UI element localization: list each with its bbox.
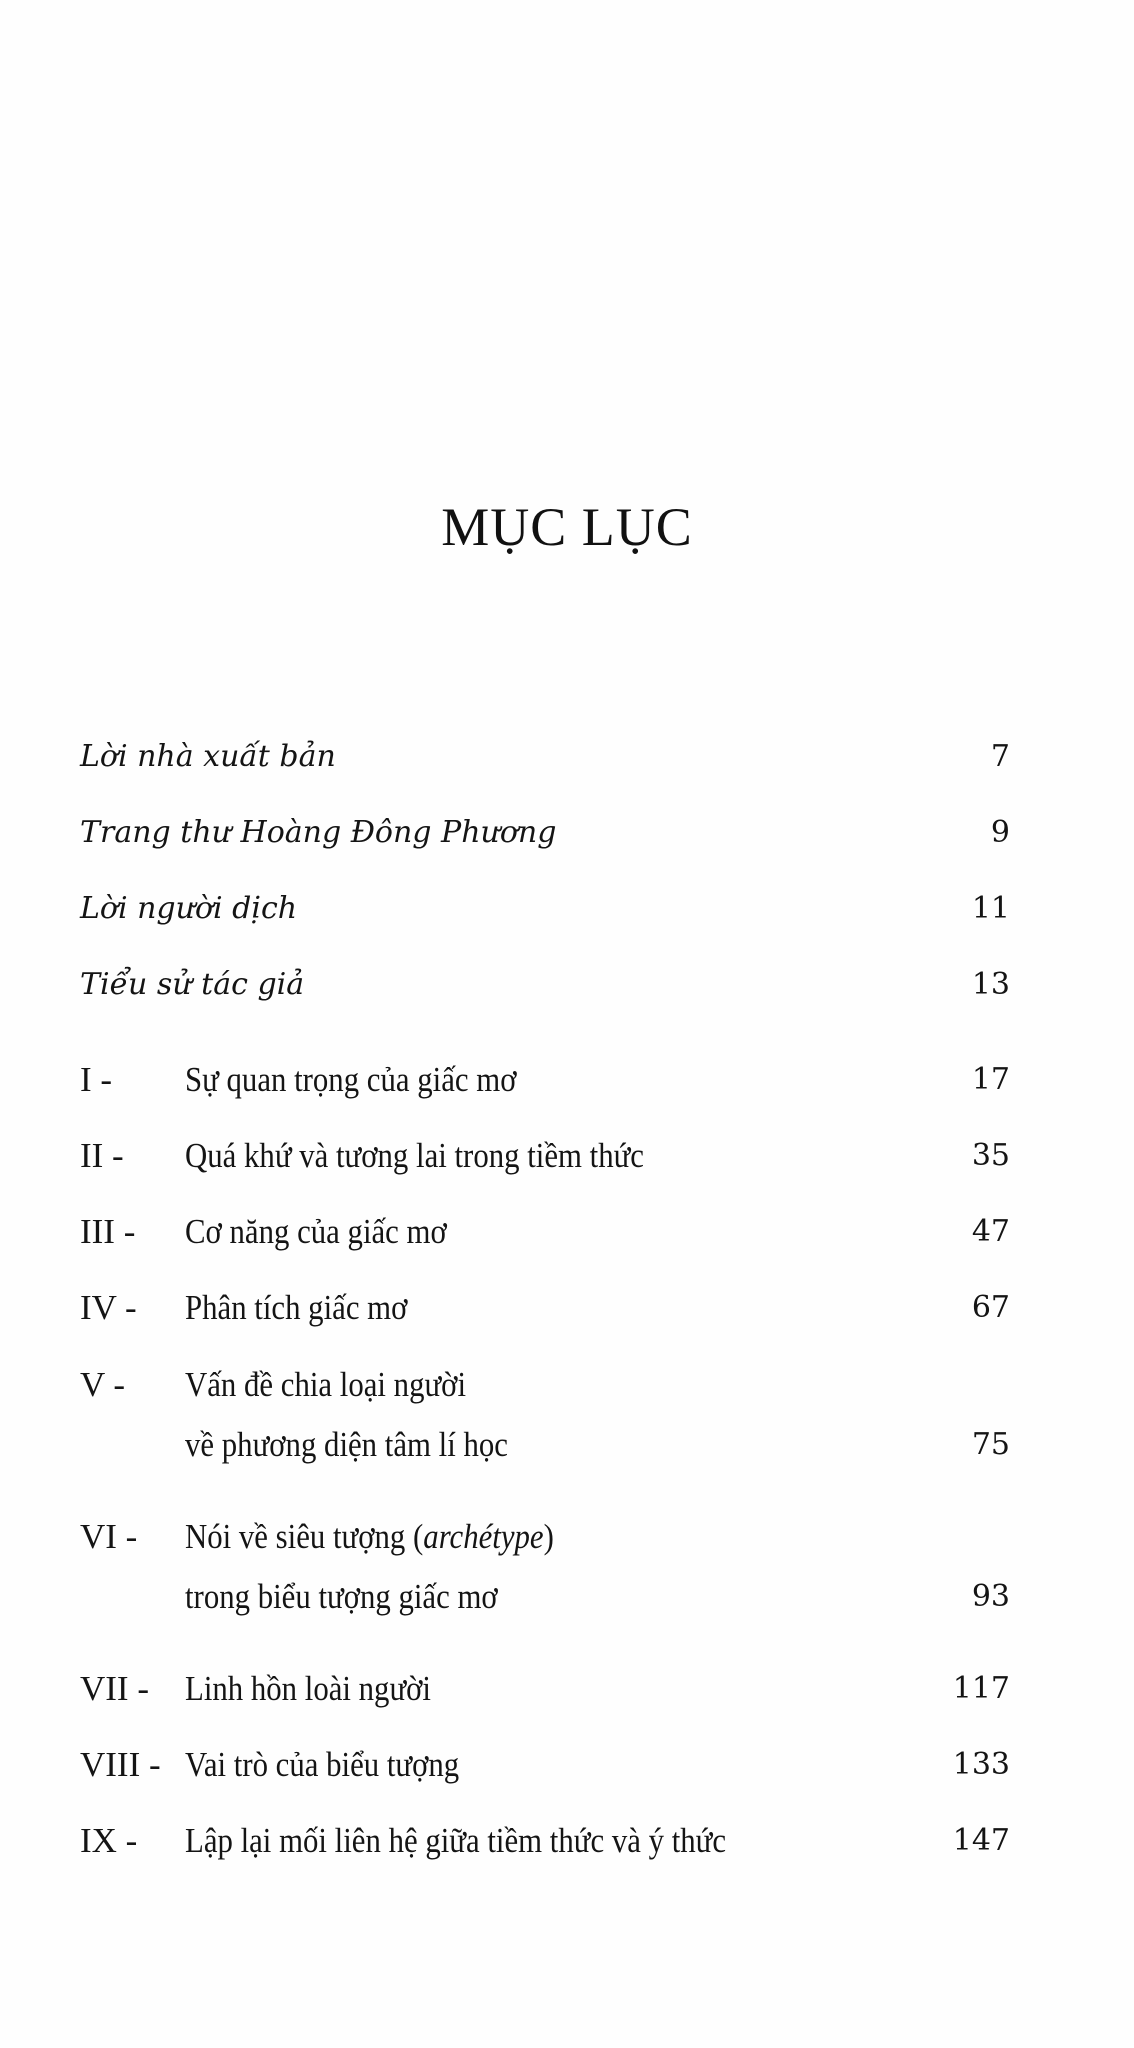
toc-entry-label: Tiểu sử tác giả <box>80 967 305 1002</box>
label-term: archétype <box>423 1517 544 1556</box>
chapter-numeral: V - <box>80 1365 126 1404</box>
chapter-numeral: IV - <box>80 1288 137 1327</box>
chapter-numeral: VIII - <box>80 1745 161 1784</box>
toc-entry-chapter-8 <box>80 1740 1010 1790</box>
label-prefix: Nói về siêu tượng ( <box>185 1517 424 1556</box>
toc-entry-label: Lời người dịch <box>80 891 298 926</box>
toc-entry-label: Vấn đề chia loại người <box>185 1365 467 1404</box>
toc-entry-chapter-3 <box>80 1207 1010 1257</box>
toc-entry-page: 75 <box>971 1427 1010 1462</box>
label-suffix: ) <box>543 1517 554 1556</box>
toc-entry-page: 147 <box>952 1823 1010 1858</box>
toc-entry-chapter-5 <box>80 1360 1010 1470</box>
toc-entry-chapter-7 <box>80 1664 1010 1714</box>
chapter-numeral: II - <box>80 1136 124 1175</box>
toc-entry-page: 13 <box>971 967 1010 1002</box>
toc-entry-page: 35 <box>971 1138 1010 1173</box>
chapter-numeral: III - <box>80 1212 136 1251</box>
toc-entry-page: 93 <box>971 1579 1010 1614</box>
toc-entry-page: 11 <box>971 891 1010 926</box>
toc-entry-label: Quá khứ và tương lai trong tiềm thức <box>185 1136 644 1175</box>
toc-entry-chapter-9 <box>80 1816 1010 1866</box>
toc-entry-label: Sự quan trọng của giấc mơ <box>185 1060 517 1099</box>
toc-entry-label: Phân tích giấc mơ <box>185 1288 408 1327</box>
toc-entry-chapter-4 <box>80 1283 1010 1333</box>
toc-entry-label: Vai trò của biểu tượng <box>185 1745 460 1784</box>
toc-entry-front-3 <box>80 884 1010 934</box>
toc-entry-label-continued: trong biểu tượng giấc mơ <box>185 1577 498 1616</box>
toc-entry-page: 67 <box>971 1290 1010 1325</box>
toc-entry-page: 9 <box>990 815 1010 850</box>
toc-entry-front-1 <box>80 732 1010 782</box>
toc-entry-chapter-6 <box>80 1512 1010 1622</box>
toc-entry-front-2 <box>80 808 1010 858</box>
toc-entry-chapter-2 <box>80 1131 1010 1181</box>
toc-entry-label: Lời nhà xuất bản <box>80 739 336 774</box>
toc-entry-page: 117 <box>952 1671 1010 1706</box>
toc-entry-label: Trang thư Hoàng Đông Phương <box>80 815 557 850</box>
toc-entry-page: 7 <box>990 739 1010 774</box>
chapter-numeral: VI - <box>80 1517 138 1556</box>
toc-entry-label: Cơ năng của giấc mơ <box>185 1212 447 1251</box>
page-title: MỤC LỤC <box>441 497 693 557</box>
chapter-numeral: I - <box>80 1060 113 1099</box>
chapter-numeral: IX - <box>80 1821 138 1860</box>
toc-entry-label: Lập lại mối liên hệ giữa tiềm thức và ý thức <box>185 1821 727 1860</box>
toc-entry-page: 133 <box>952 1747 1010 1782</box>
toc-entry-page: 17 <box>971 1062 1010 1097</box>
toc-entry-front-4 <box>80 960 1010 1010</box>
toc-entry-label: Linh hồn loài người <box>185 1669 432 1708</box>
toc-entry-page: 47 <box>971 1214 1010 1249</box>
toc-entry-label <box>185 1512 554 1562</box>
chapter-numeral: VII - <box>80 1669 149 1708</box>
toc-entry-chapter-1 <box>80 1055 1010 1105</box>
toc-entry-label-continued: về phương diện tâm lí học <box>185 1425 508 1464</box>
